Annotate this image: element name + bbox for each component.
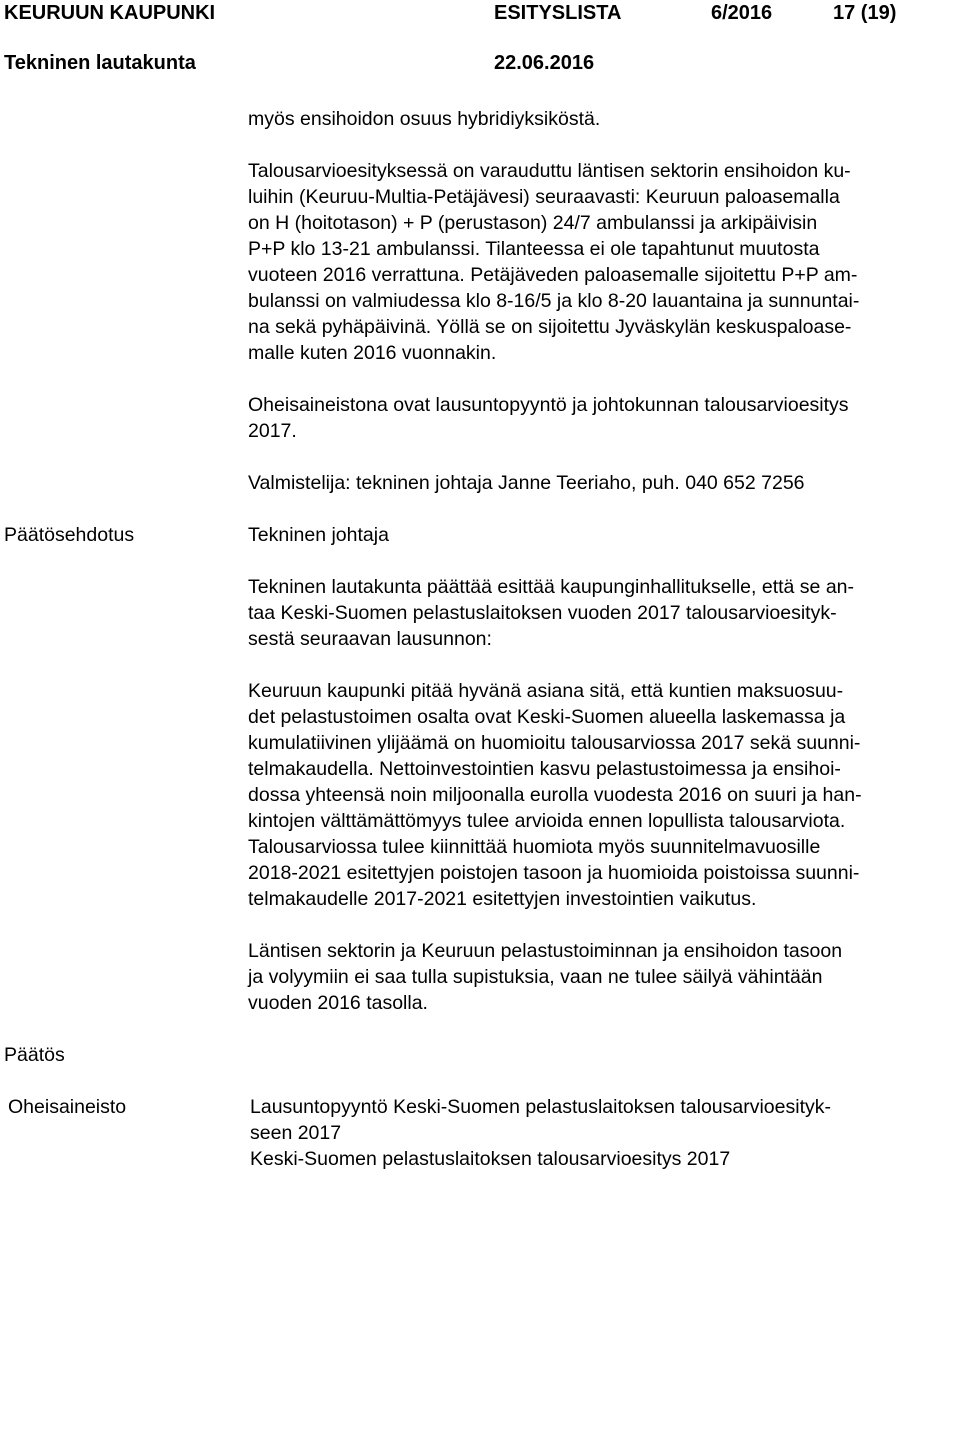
- proposer: Tekninen johtaja: [248, 524, 389, 546]
- text-line: vuoteen 2016 verrattuna. Petäjäveden paloasemalle sijoitettu P+P am-: [248, 264, 858, 286]
- text-line: luihin (Keuruu-Multia-Petäjävesi) seuraavasti: Keuruun paloasemalla: [248, 186, 840, 208]
- attachments-note: [248, 392, 952, 444]
- attachment-item: Lausuntopyyntö Keski-Suomen pelastuslaitoksen talousarvioesityk-: [250, 1096, 831, 1118]
- attachments-label: Oheisaineisto: [8, 1096, 127, 1118]
- text-line: Talousarviossa tulee kiinnittää huomiota myös suunnitelmavuosille: [248, 836, 821, 858]
- text-line: kumulatiivinen ylijäämä on huomioitu talousarviossa 2017 sekä suunni-: [248, 732, 861, 754]
- document-type: ESITYSLISTA: [494, 2, 622, 24]
- preparer-line: Valmistelija: tekninen johtaja Janne Teeriaho, puh. 040 652 7256: [248, 472, 805, 494]
- decision-label: Päätös: [4, 1044, 65, 1066]
- document-number: 6/2016: [711, 2, 773, 24]
- attachments-list: [250, 1094, 950, 1172]
- text-line: malle kuten 2016 vuonnakin.: [248, 342, 497, 364]
- organization-name: KEURUUN KAUPUNKI: [4, 2, 216, 24]
- text-line: ja volyymiin ei saa tulla supistuksia, vaan ne tulee säilyä vähintään: [248, 966, 823, 988]
- proposal-label: Päätösehdotus: [4, 524, 135, 546]
- text-line: P+P klo 13-21 ambulanssi. Tilanteessa ei ole tapahtunut muutosta: [248, 238, 820, 260]
- text-line: taa Keski-Suomen pelastuslaitoksen vuoden 2017 talousarvioesityk-: [248, 602, 837, 624]
- proposal-paragraph-1: [248, 574, 952, 652]
- text-line: vuoden 2016 tasolla.: [248, 992, 428, 1014]
- text-line: kintojen välttämättömyys tulee arvioida ennen lopullista talousarviota.: [248, 810, 846, 832]
- text-line: Keuruun kaupunki pitää hyvänä asiana sitä, että kuntien maksuosuu-: [248, 680, 844, 702]
- text-line: na sekä pyhäpäivinä. Yöllä se on sijoitettu Jyväskylän keskuspaloase-: [248, 316, 852, 338]
- text-line: 2017.: [248, 420, 297, 442]
- intro-line: myös ensihoidon osuus hybridiyksiköstä.: [248, 108, 601, 130]
- budget-paragraph: [248, 158, 952, 366]
- text-line: bulanssi on valmiudessa klo 8-16/5 ja klo 8-20 lauantaina ja sunnuntai-: [248, 290, 860, 312]
- attachment-item: Keski-Suomen pelastuslaitoksen talousarvioesitys 2017: [250, 1148, 731, 1170]
- page-header: [0, 0, 960, 80]
- text-line: Tekninen lautakunta päättää esittää kaupunginhallitukselle, että se an-: [248, 576, 855, 598]
- text-line: sestä seuraavan lausunnon:: [248, 628, 492, 650]
- meeting-date: 22.06.2016: [494, 52, 595, 74]
- text-line: Oheisaineistona ovat lausuntopyyntö ja johtokunnan talousarvioesitys: [248, 394, 849, 416]
- text-line: on H (hoitotason) + P (perustason) 24/7 ambulanssi ja arkipäivisin: [248, 212, 818, 234]
- text-line: det pelastustoimen osalta ovat Keski-Suomen alueella laskemassa ja: [248, 706, 846, 728]
- text-line: telmakaudelle 2017-2021 esitettyjen investointien vaikutus.: [248, 888, 757, 910]
- proposal-paragraph-2: [248, 678, 952, 912]
- text-line: 2018-2021 esitettyjen poistojen tasoon ja huomioida poistoissa suunni-: [248, 862, 860, 884]
- text-line: dossa yhteensä noin miljoonalla eurolla vuodesta 2016 on suuri ja han-: [248, 784, 862, 806]
- text-line: Läntisen sektorin ja Keuruun pelastustoiminnan ja ensihoidon tasoon: [248, 940, 843, 962]
- page-number: 17 (19): [833, 2, 897, 24]
- proposal-paragraph-3: [248, 938, 952, 1016]
- attachment-item: seen 2017: [250, 1122, 342, 1144]
- text-line: telmakaudella. Nettoinvestointien kasvu pelastustoimessa ja ensihoi-: [248, 758, 841, 780]
- text-line: Talousarvioesityksessä on varauduttu läntisen sektorin ensihoidon ku-: [248, 160, 851, 182]
- board-name: Tekninen lautakunta: [4, 52, 196, 74]
